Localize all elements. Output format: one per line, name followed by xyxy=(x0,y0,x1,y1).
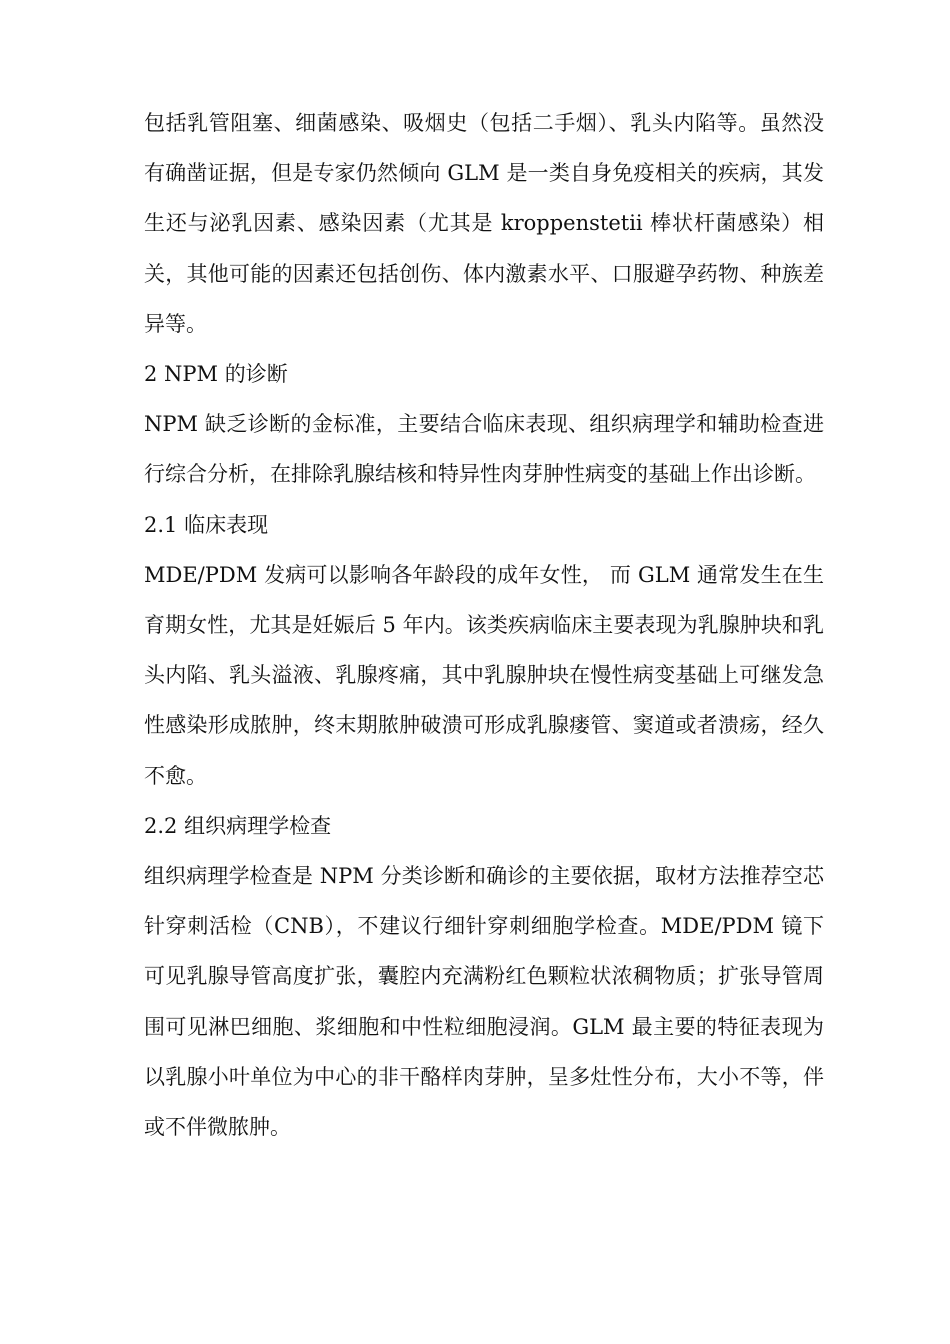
paragraph-clinical-presentation: MDE/PDM 发病可以影响各年龄段的成年女性， 而 GLM 通常发生在生育期女性，尤其是妊娠后 5 年内。该类疾病临床主要表现为乳腺肿块和乳头内陷、乳头溢液、乳腺疼痛，其中乳腺肿块在慢性病变基础上可继发急性感染形成脓肿，终末期脓肿破溃可形成乳腺瘘管、窦道或者溃疡，经久不愈。 xyxy=(144,562,824,788)
heading-npm-diagnosis: 2 NPM 的诊断 xyxy=(144,362,288,387)
paragraph-etiology: 包括乳管阻塞、细菌感染、吸烟史（包括二手烟）、乳头内陷等。虽然没有确凿证据，但是专家仍然倾向 GLM 是一类自身免疫相关的疾病，其发生还与泌乳因素、感染因素（尤其是 kroppenstetii 棒状杆菌感染）相关，其他可能的因素还包括创伤、体内激素水平、口服避孕药物、种族差异等。 xyxy=(144,111,824,336)
heading-clinical-presentation: 2.1 临床表现 xyxy=(144,512,269,537)
document-body xyxy=(144,98,824,1152)
paragraph-histopathology: 组织病理学检查是 NPM 分类诊断和确诊的主要依据，取材方法推荐空芯针穿刺活检（CNB），不建议行细针穿刺细胞学检查。MDE/PDM 镜下可见乳腺导管高度扩张，囊腔内充满粉红色颗粒状浓稠物质；扩张导管周围可见淋巴细胞、浆细胞和中性粒细胞浸润。GLM 最主要的特征表现为以乳腺小叶单位为中心的非干酪样肉芽肿，呈多灶性分布，大小不等，伴或不伴微脓肿。 xyxy=(144,864,824,1140)
paragraph-diagnosis-overview: NPM 缺乏诊断的金标准，主要结合临床表现、组织病理学和辅助检查进行综合分析，在排除乳腺结核和特异性肉芽肿性病变的基础上作出诊断。 xyxy=(144,412,824,487)
heading-histopathology: 2.2 组织病理学检查 xyxy=(144,813,332,838)
